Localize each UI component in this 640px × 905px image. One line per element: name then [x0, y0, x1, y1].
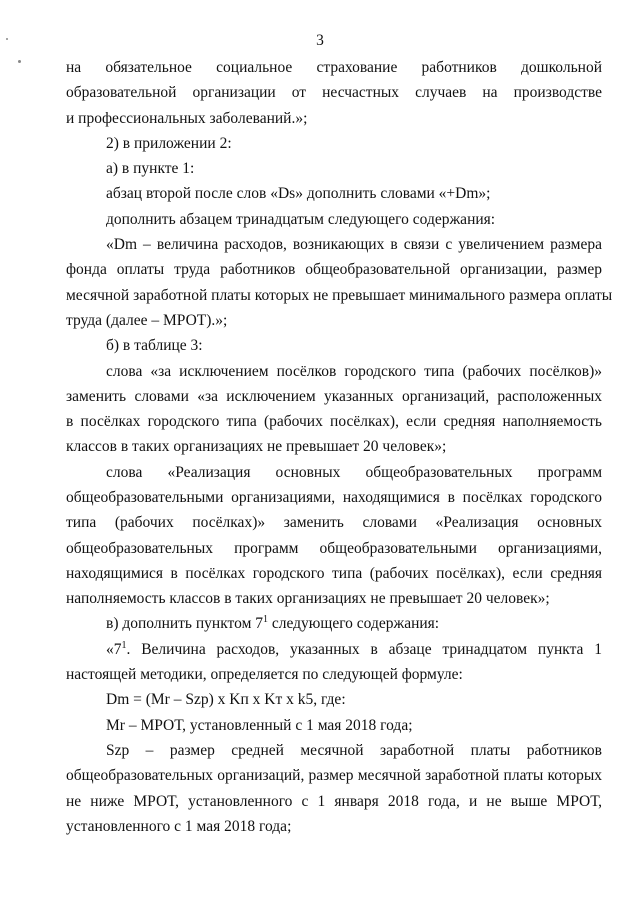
page-number: 3 — [316, 32, 324, 49]
text-line: заменить словами «за исключением указанных организаций, расположенных — [66, 388, 602, 405]
text-line: б) в таблице 3: — [106, 337, 203, 354]
text-line: месячной заработной платы которых не превышает минимального размера оплаты — [66, 287, 613, 304]
text-line: фонда оплаты труда работников общеобразовательной организации, размер — [66, 261, 602, 278]
text-line: находящимися в посёлках городского типа (рабочих посёлках), если средняя — [66, 565, 602, 582]
text-line: труда (далее – МРОТ).»; — [66, 312, 228, 329]
text-line: абзац второй после слов «Ds» дополнить словами «+Dm»; — [106, 185, 491, 202]
text-line: слова «за исключением посёлков городского типа (рабочих посёлков)» — [106, 363, 602, 380]
text-line: в посёлках городского типа (рабочих посёлках), если средняя наполняемость — [66, 413, 602, 430]
text-line: дополнить абзацем тринадцатым следующего содержания: — [106, 211, 496, 228]
text-line: слова «Реализация основных общеобразовательных программ — [106, 464, 602, 481]
text-line: Szp – размер средней месячной заработной платы работников — [106, 742, 602, 759]
text-line: не ниже МРОТ, установленного с 1 января 2018 года, и не выше МРОТ, — [66, 793, 602, 810]
text-line: типа (рабочих посёлках)» заменить словами «Реализация основных — [66, 514, 602, 531]
text-line: классов в таких организациях не превышает 20 человек»; — [66, 438, 447, 455]
text-line: установленного с 1 мая 2018 года; — [66, 818, 292, 835]
text-line: общеобразовательных программ общеобразовательными организациями, — [66, 540, 602, 557]
superscript: 1 — [263, 614, 268, 625]
text-line: настоящей методики, определяется по следующей формуле: — [66, 666, 463, 683]
text-line: 2) в приложении 2: — [106, 135, 232, 152]
text-line: в) дополнить пунктом $7^1$ следующего содержания: — [106, 614, 440, 632]
text-line: а) в пункте 1: — [106, 160, 195, 177]
superscript: 1 — [121, 640, 127, 651]
text-line: образовательной организации от несчастных случаев на производстве — [66, 84, 602, 101]
scan-speck — [18, 60, 21, 63]
text-line: общеобразовательными организациями, находящимися в посёлках городского — [66, 489, 602, 506]
text-line: на обязательное социальное страхование работников дошкольной — [66, 59, 602, 76]
text-line: и профессиональных заболеваний.»; — [66, 110, 308, 127]
text-line: «$7^1$. Величина расходов, указанных в абзаце тринадцатом пункта 1 — [106, 640, 602, 658]
text-line: «Dm – величина расходов, возникающих в связи с увеличением размера — [106, 236, 602, 253]
text-line: Mr – МРОТ, установленный с 1 мая 2018 года; — [106, 717, 413, 734]
text-line: наполняемость классов в таких организациях не превышает 20 человек»; — [66, 590, 550, 607]
text-line: общеобразовательных организаций, размер месячной заработной платы которых — [66, 767, 602, 784]
formula-line: Dm = (Mr – Szp) x Kп x Kт x k5, где: — [106, 691, 346, 708]
